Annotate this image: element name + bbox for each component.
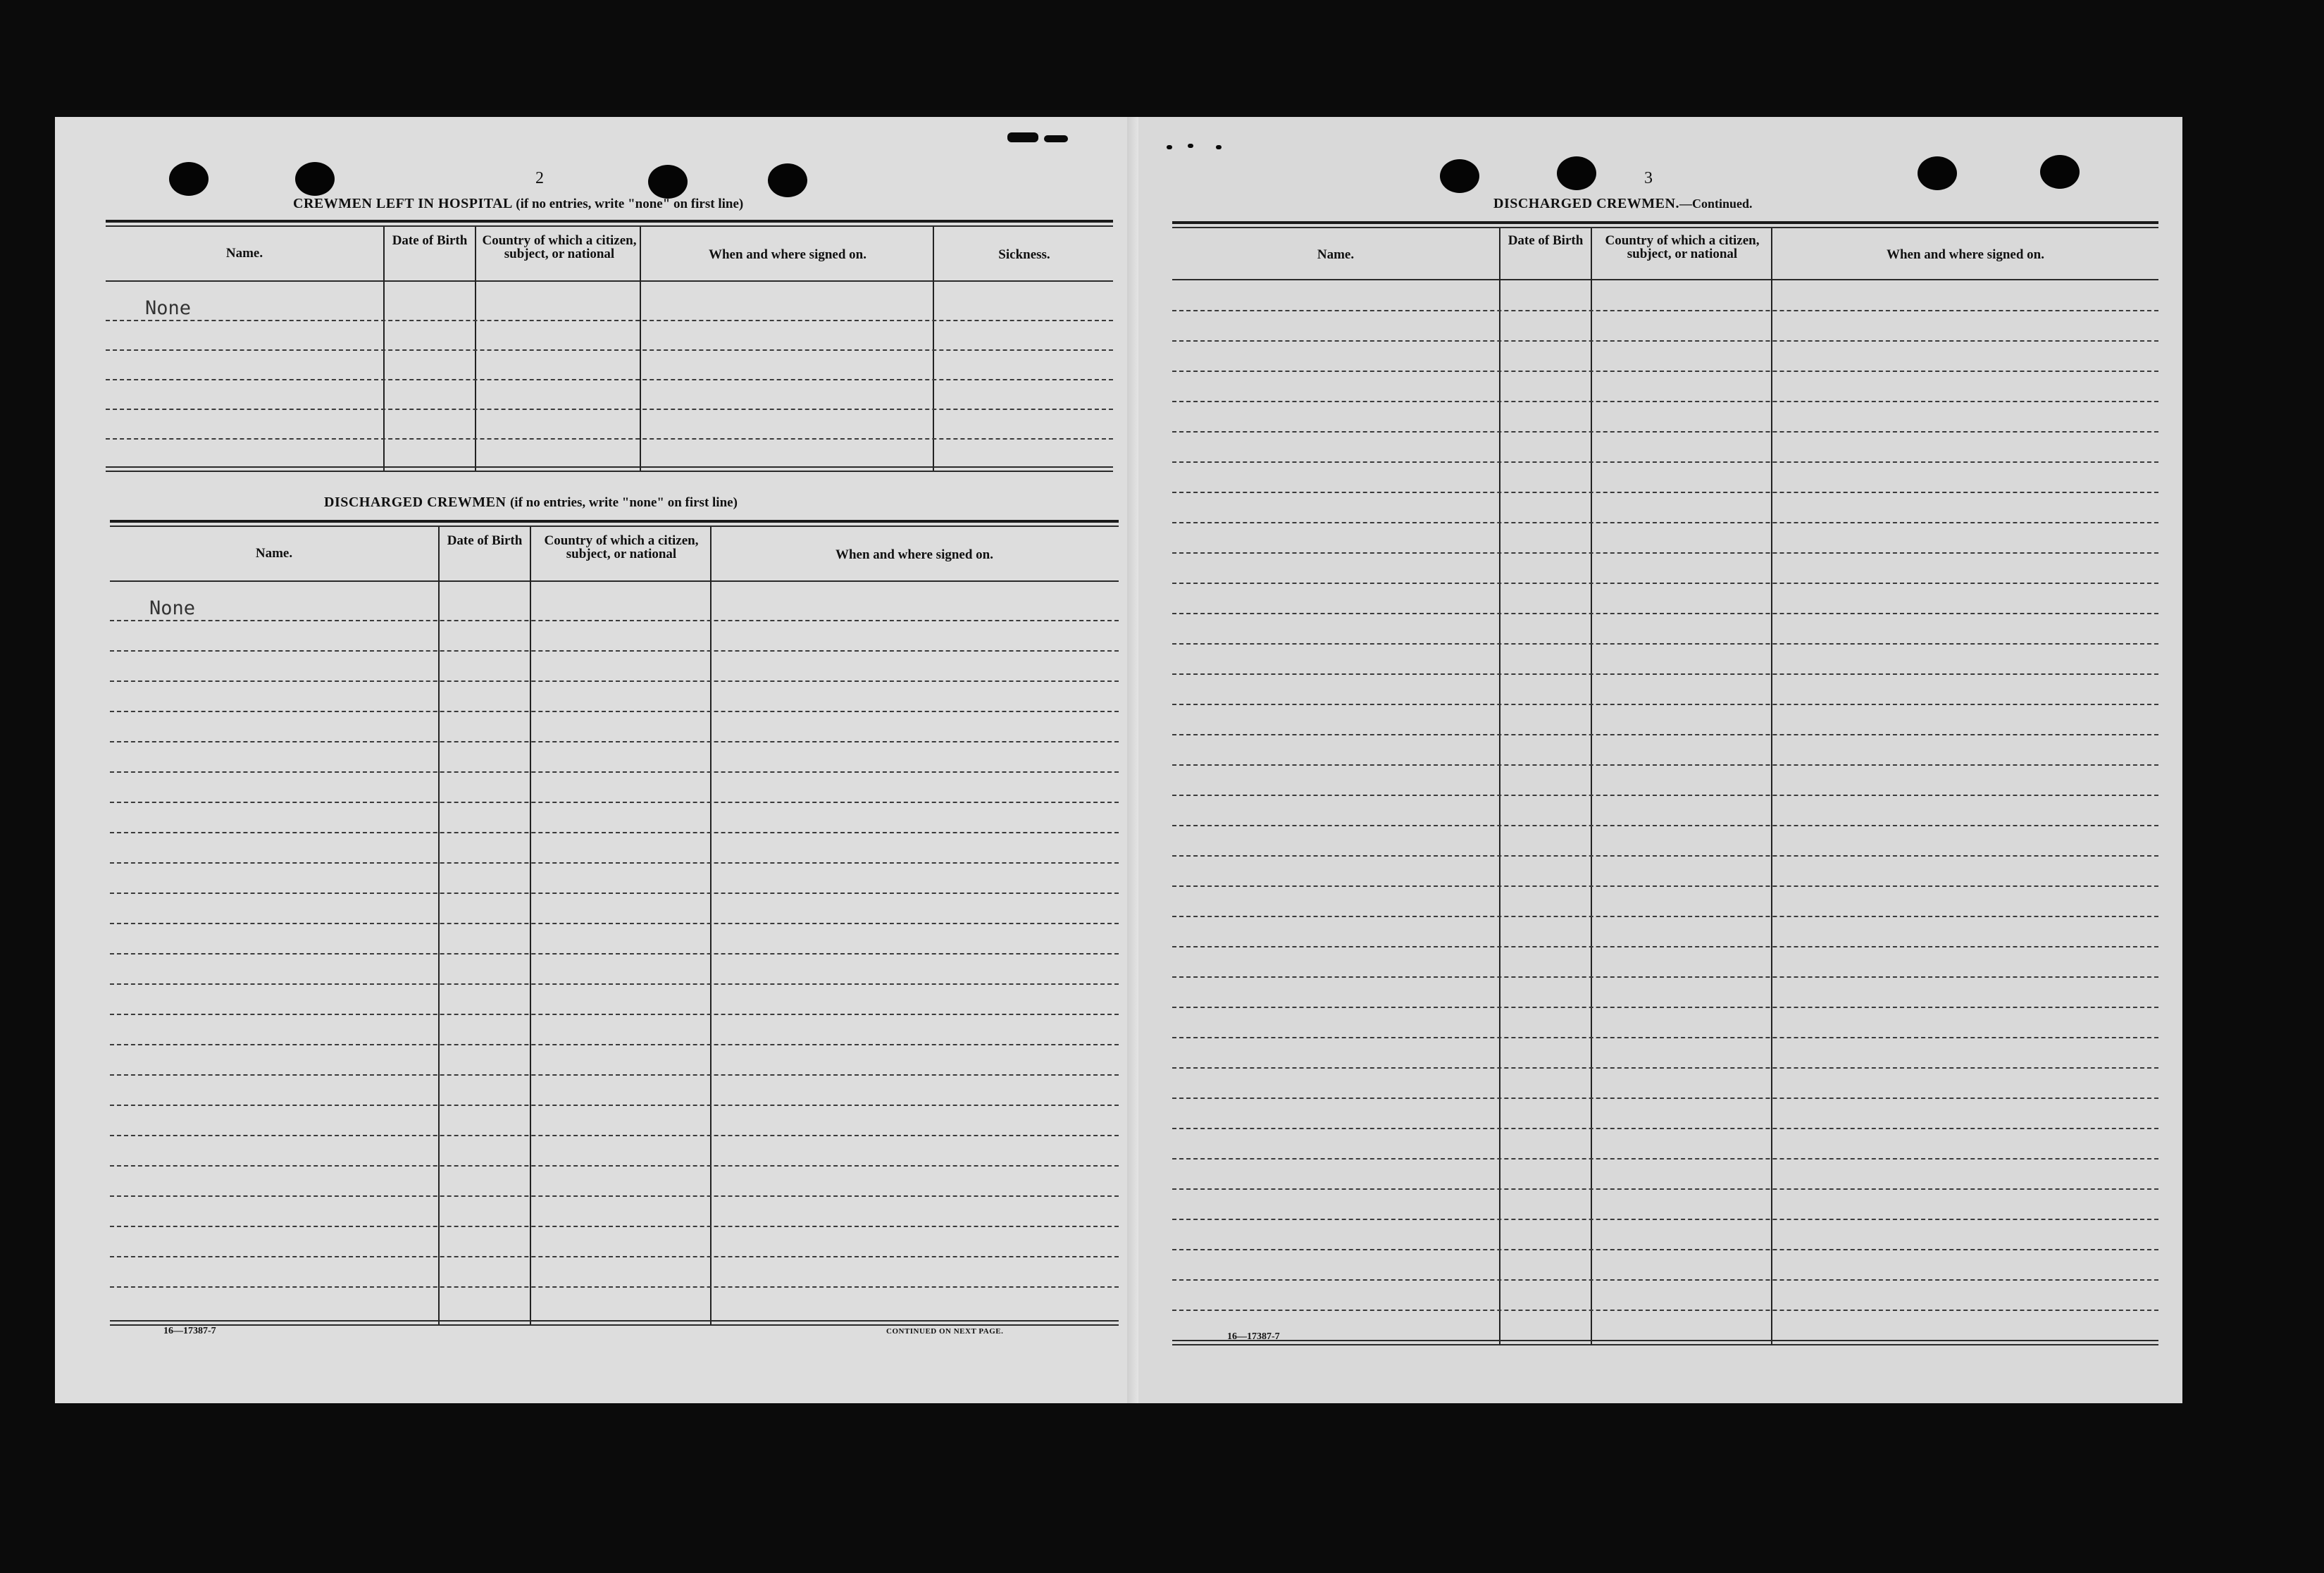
row-line (1172, 461, 2158, 463)
row-line (1172, 643, 2158, 645)
table-bottom-rule (106, 466, 1113, 468)
row-line (1172, 371, 2158, 372)
row-line (1172, 522, 2158, 523)
ink-mark (1044, 135, 1068, 142)
punch-hole (2040, 155, 2080, 189)
form-number: 16—17387-7 (1227, 1331, 1280, 1342)
column-header-signed-on: When and where signed on. (835, 547, 993, 562)
row-line (110, 650, 1119, 652)
column-header-name: Name. (255, 546, 293, 561)
punch-hole (1440, 159, 1479, 193)
row-line (1172, 583, 2158, 584)
row-line (110, 1105, 1119, 1106)
discharged-table (110, 520, 1119, 1330)
row-line (1172, 734, 2158, 735)
column-header-date-of-birth: Date of Birth (1508, 233, 1584, 248)
table-top-rule-inner (1172, 227, 2158, 228)
row-line (110, 983, 1119, 985)
row-line (1172, 1098, 2158, 1099)
punch-hole (1557, 156, 1596, 190)
page-number: 2 (535, 169, 544, 187)
row-line (1172, 1188, 2158, 1190)
column-header-name: Name. (1317, 247, 1355, 262)
row-line (1172, 401, 2158, 402)
punch-hole (768, 163, 807, 197)
row-line (1172, 492, 2158, 493)
row-line (110, 832, 1119, 833)
hospital-table (106, 220, 1113, 473)
row-line (110, 1256, 1119, 1257)
row-line (1172, 916, 2158, 917)
column-divider (438, 527, 440, 1324)
form-number: 16—17387-7 (163, 1326, 216, 1336)
hospital-title-text: CREWMEN LEFT IN HOSPITAL (293, 196, 512, 211)
row-line (110, 1226, 1119, 1227)
discharged-title-text: DISCHARGED CREWMEN (324, 495, 507, 510)
row-line (110, 1135, 1119, 1136)
column-header-country: Country of which a citizen, subject, or national (482, 233, 637, 261)
column-divider (383, 227, 385, 471)
table-top-rule-inner (106, 225, 1113, 227)
row-line (1172, 431, 2158, 433)
punch-hole (169, 162, 209, 196)
row-line (110, 771, 1119, 773)
row-line (1172, 310, 2158, 311)
row-line (1172, 1128, 2158, 1129)
row-line (110, 802, 1119, 803)
row-line (106, 379, 1113, 380)
column-divider (1591, 228, 1592, 1344)
table-top-rule-inner (110, 526, 1119, 527)
row-line (1172, 1158, 2158, 1159)
discharged-instruction: (if no entries, write "none" on first line) (509, 495, 738, 510)
row-line (1172, 976, 2158, 978)
row-line (1172, 1037, 2158, 1038)
header-bottom-rule (106, 280, 1113, 282)
row-line (110, 953, 1119, 955)
row-line (1172, 1279, 2158, 1281)
row-line (1172, 613, 2158, 614)
row-line (110, 1014, 1119, 1015)
table-top-rule (1172, 221, 2158, 224)
row-line (106, 438, 1113, 440)
row-line (1172, 1219, 2158, 1220)
column-divider (530, 527, 531, 1324)
row-line (1172, 1249, 2158, 1250)
column-header-date-of-birth: Date of Birth (447, 533, 523, 548)
continued-note: CONTINUED ON NEXT PAGE. (886, 1327, 1004, 1336)
row-line (110, 1074, 1119, 1076)
hospital-instruction: (if no entries, write "none" on first line) (516, 197, 744, 211)
row-line (1172, 1310, 2158, 1311)
ink-mark (1188, 144, 1193, 148)
row-line (1172, 673, 2158, 675)
punch-hole (648, 165, 688, 199)
column-divider (640, 227, 641, 471)
row-line (1172, 764, 2158, 766)
left-page (55, 117, 1138, 1403)
header-bottom-rule (110, 580, 1119, 582)
column-header-signed-on: When and where signed on. (1886, 247, 2044, 262)
row-line (110, 1286, 1119, 1288)
row-line (110, 923, 1119, 924)
row-line (1172, 825, 2158, 826)
row-line (1172, 885, 2158, 887)
table-bottom-rule (106, 471, 1113, 472)
hospital-section-title (293, 196, 743, 212)
punch-hole (1918, 156, 1957, 190)
column-divider (933, 227, 934, 471)
row-line (106, 320, 1113, 321)
row-line (1172, 1067, 2158, 1069)
column-header-sickness: Sickness. (998, 247, 1050, 262)
column-header-country: Country of which a citizen, subject, or national (1605, 233, 1760, 261)
right-page (1138, 117, 2182, 1403)
discharged-continued-table (1172, 221, 2158, 1348)
row-line (1172, 795, 2158, 796)
ink-mark (1007, 132, 1038, 142)
row-line (110, 1165, 1119, 1167)
column-divider (475, 227, 476, 471)
table-top-rule (106, 220, 1113, 223)
ink-mark (1167, 145, 1172, 149)
continued-suffix: —Continued. (1679, 197, 1753, 211)
hospital-entry-name: None (145, 297, 192, 319)
row-line (1172, 855, 2158, 857)
discharged-continued-title-text: DISCHARGED CREWMEN. (1493, 196, 1679, 211)
column-header-name: Name. (225, 246, 263, 261)
ink-mark (1216, 145, 1222, 149)
table-bottom-rule (110, 1324, 1119, 1326)
discharged-section-title (324, 495, 738, 511)
row-line (1172, 340, 2158, 342)
row-line (110, 741, 1119, 742)
row-line (110, 893, 1119, 894)
row-line (110, 620, 1119, 621)
row-line (110, 711, 1119, 712)
row-line (110, 1044, 1119, 1045)
table-top-rule (110, 520, 1119, 523)
row-line (106, 349, 1113, 351)
table-bottom-rule (1172, 1340, 2158, 1341)
row-line (110, 862, 1119, 864)
row-line (110, 680, 1119, 682)
table-bottom-rule (110, 1320, 1119, 1322)
discharged-entry-name: None (149, 597, 196, 619)
row-line (1172, 552, 2158, 554)
header-bottom-rule (1172, 279, 2158, 280)
row-line (1172, 946, 2158, 947)
table-bottom-rule (1172, 1344, 2158, 1345)
row-line (1172, 704, 2158, 705)
page-number: 3 (1644, 169, 1653, 187)
row-line (106, 409, 1113, 410)
discharged-continued-title (1493, 196, 1753, 212)
row-line (1172, 1007, 2158, 1008)
row-line (110, 1195, 1119, 1197)
column-header-country: Country of which a citizen, subject, or national (544, 533, 699, 561)
punch-hole (295, 162, 335, 196)
column-header-date-of-birth: Date of Birth (392, 233, 468, 248)
column-divider (1771, 228, 1772, 1344)
column-divider (710, 527, 712, 1324)
column-divider (1499, 228, 1500, 1344)
column-header-signed-on: When and where signed on. (708, 247, 866, 262)
